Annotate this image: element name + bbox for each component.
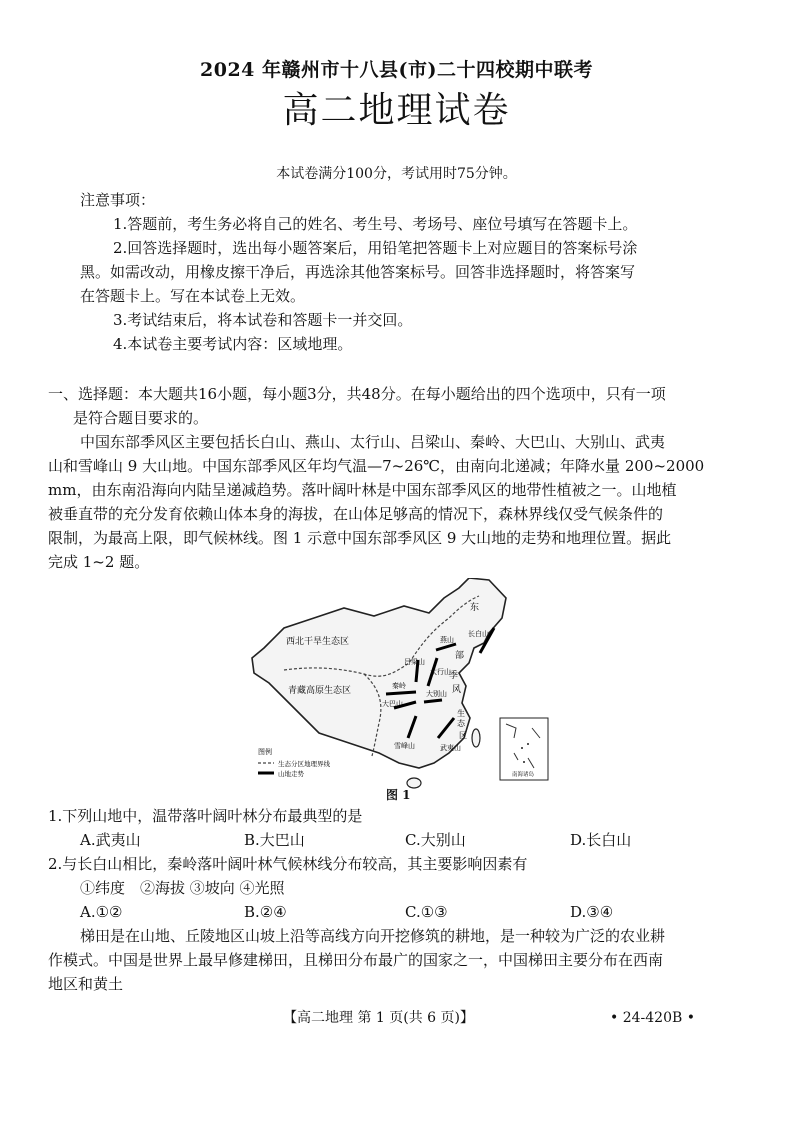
passage-2-line: 作模式。中国是世界上最早修建梯田，且梯田分布最广的国家之一，中国梯田主要分布在西南: [48, 951, 664, 969]
region-label-tibet: 青藏高原生态区: [288, 686, 352, 696]
question-1-option-d[interactable]: D.长白山: [570, 831, 632, 849]
mountain-label-yanshan: 燕山: [440, 636, 454, 644]
china-outline: [252, 578, 506, 768]
question-2-option-a[interactable]: A.①②: [80, 903, 123, 921]
mountain-trend-qinling: [386, 692, 416, 694]
question-2-option-b[interactable]: B.②④: [244, 903, 287, 921]
mountain-label-qinling: 秦岭: [392, 682, 406, 690]
mountain-label-dabie: 大别山: [426, 690, 447, 698]
section-1-heading: 一、选择题：本大题共16小题，每小题3分，共48分。在每小题给出的四个选项中，只有一项: [48, 385, 666, 403]
passage-2-line: 地区和黄土: [48, 975, 124, 993]
exam-title: 2024 年赣州市十八县(市)二十四校期中联考: [200, 59, 593, 81]
passage-1-line: 完成 1~2 题。: [48, 553, 150, 571]
question-1-option-b[interactable]: B.大巴山: [244, 831, 305, 849]
note-item-1: 1.答题前，考生务必将自己的姓名、考生号、考场号、座位号填写在答题卡上。: [113, 215, 638, 233]
east-region-char: 东: [470, 603, 480, 613]
note-item-2-line-3: 在答题卡上。写在本试卷上无效。: [80, 287, 306, 305]
question-2-option-c[interactable]: C.①③: [405, 903, 448, 921]
mountain-label-xuefeng: 雪峰山: [394, 742, 415, 750]
map-label-tai: 态: [457, 719, 465, 728]
footer-page-label: 【高二地理 第 1 页(共 6 页)】: [283, 1010, 474, 1026]
passage-1-line: mm，由东南沿海向内陆呈递减趋势。落叶阔叶林是中国东部季风区的地带性植被之一。山地植: [48, 481, 677, 499]
paper-title: 高二地理试卷: [282, 90, 511, 131]
inset-island: [521, 747, 523, 749]
passage-1-line: 限制，为最高上限，即气候林线。图 1 示意中国东部季风区 9 大山地的走势和地理位置。据此: [48, 529, 672, 547]
legend-title: 图例: [258, 748, 272, 756]
china-eco-map: [244, 578, 552, 796]
mountain-label-daba: 大巴山: [382, 700, 403, 708]
question-1-option-a[interactable]: A.武夷山: [80, 831, 141, 849]
mountain-label-taihang: 太行山: [430, 668, 451, 676]
east-region-char: 部: [455, 651, 465, 661]
section-1-heading-cont: 是符合题目要求的。: [73, 409, 209, 427]
legend-boundary-label: 生态分区地理界线: [278, 760, 330, 768]
legend-trend-label: 山地走势: [278, 770, 304, 778]
mountain-label-changbai: 长白山: [468, 630, 489, 638]
figure-caption: 图 1: [386, 788, 411, 802]
note-item-2-line-1: 2.回答选择题时，选出每小题答案后，用铅笔把答题卡上对应题目的答案标号涂: [113, 239, 638, 257]
taiwan-island: [472, 729, 480, 747]
passage-1-line: 山和雪峰山 9 大山地。中国东部季风区年均气温—7~26℃，由南向北递减；年降水量 200~2000: [48, 457, 705, 475]
mountain-trend-dabie: [424, 700, 442, 702]
map-label-sheng: 生: [457, 709, 465, 718]
question-1-option-c[interactable]: C.大别山: [405, 831, 466, 849]
region-label-northwest: 西北干旱生态区: [286, 637, 350, 647]
note-item-2-line-2: 黑。如需改动，用橡皮擦干净后，再选涂其他答案标号。回答非选择题时，将答案写: [80, 263, 636, 281]
mountain-label-lvliang: 吕梁山: [404, 658, 425, 666]
question-2-option-d[interactable]: D.③④: [570, 903, 614, 921]
question-2-stem: 2.与长白山相比，秦岭落叶阔叶林气候林线分布较高，其主要影响因素有: [48, 855, 528, 873]
inset-label: 南海诸岛: [512, 772, 535, 778]
passage-1-line: 被垂直带的充分发育依赖山体本身的海拔，在山体足够高的情况下，森林界线仅受气候条件的: [48, 505, 664, 523]
east-region-char: 风: [452, 685, 462, 695]
inset-frame: [500, 718, 548, 780]
passage-2-line: 梯田是在山地、丘陵地区山坡上沿等高线方向开挖修筑的耕地，是一种较为广泛的农业耕: [80, 927, 666, 945]
note-item-4: 4.本试卷主要考试内容：区域地理。: [113, 335, 353, 353]
question-2-factors: ①纬度 ②海拔 ③坡向 ④光照: [80, 879, 285, 897]
notes-title: 注意事项：: [80, 191, 156, 209]
east-region-char: 季: [449, 671, 459, 681]
passage-1-line: 中国东部季风区主要包括长白山、燕山、太行山、吕梁山、秦岭、大巴山、大别山、武夷: [80, 433, 666, 451]
question-1-stem: 1.下列山地中，温带落叶阔叶林分布最典型的是: [48, 807, 363, 825]
footer-code: • 24-420B •: [610, 1010, 695, 1026]
mountain-label-wuyi: 武夷山: [440, 744, 461, 752]
inset-island: [527, 743, 529, 745]
east-region-char: 区: [459, 731, 467, 740]
exam-subtitle: 本试卷满分100分，考试用时75分钟。: [276, 166, 517, 182]
note-item-3: 3.考试结束后，将本试卷和答题卡一并交回。: [113, 311, 413, 329]
inset-island: [523, 761, 525, 763]
